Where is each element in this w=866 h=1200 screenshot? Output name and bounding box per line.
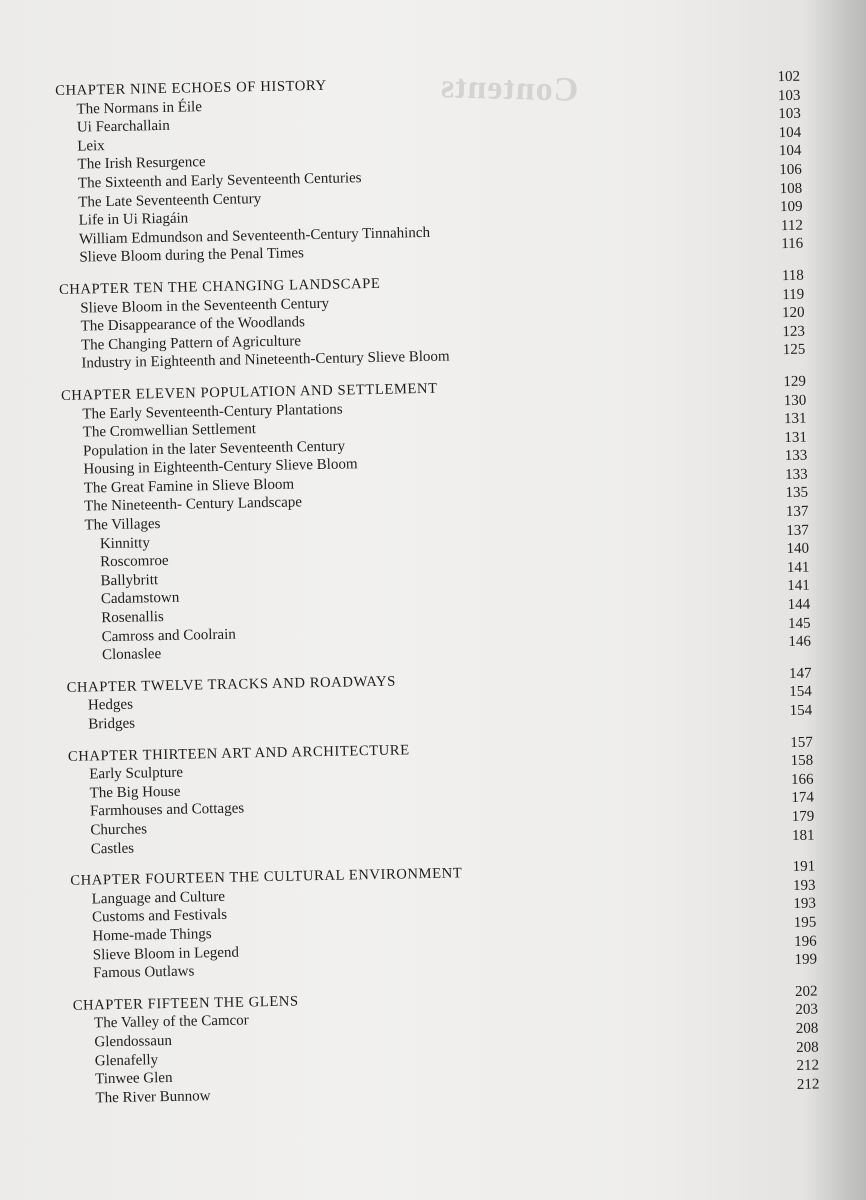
entry-title: Glendossaun [94, 1032, 173, 1051]
entry-title: Castles [90, 840, 135, 858]
page-number: 104 [778, 124, 802, 141]
entry-title: Leix [77, 137, 105, 155]
page-number: 191 [792, 858, 816, 876]
table-of-contents [55, 68, 820, 1108]
page-number: 131 [783, 410, 807, 428]
entry-title: Glenafelly [94, 1051, 159, 1069]
chapter-title: CHAPTER FIFTEEN THE GLENS [72, 993, 299, 1014]
entry-title: The Early Seventeenth-Century Plantations [82, 401, 343, 423]
chapter-title: CHAPTER TWELVE TRACKS AND ROADWAYS [66, 673, 397, 696]
chapter-block [66, 664, 812, 734]
page-number: 135 [785, 485, 809, 502]
page-number: 154 [789, 702, 813, 720]
entry-title: The Sixteenth and Early Seventeenth Centuries [77, 170, 362, 192]
entry-title: Language and Culture [91, 888, 226, 908]
chapter-block [68, 733, 815, 859]
page-number: 166 [790, 771, 814, 788]
page-number: 123 [782, 323, 806, 340]
page-number: 193 [792, 877, 816, 894]
entry-title: Camross and Coolrain [101, 626, 236, 645]
show-through-text: Contents [439, 68, 579, 109]
chapter-block [73, 982, 820, 1108]
entry-title: Cadamstown [100, 590, 180, 608]
chapter-title: CHAPTER THIRTEEN ART AND ARCHITECTURE [67, 741, 410, 765]
page-number: 195 [793, 914, 817, 931]
entry-title: Rosenallis [101, 609, 164, 627]
page-number: 116 [781, 236, 804, 253]
entry-title: Population in the later Seventeenth Century [82, 438, 346, 460]
entry-title: Housing in Eighteenth-Century Slieve Bloom [83, 456, 358, 478]
entry-title: The Late Seventeenth Century [78, 190, 262, 211]
entry-title: Tinwee Glen [95, 1070, 173, 1088]
chapter-title: CHAPTER TEN THE CHANGING LANDSCAPE [58, 275, 381, 298]
entry-title: Churches [90, 821, 148, 839]
entry-title: Early Sculpture [89, 764, 184, 783]
entry-title: Slieve Bloom in the Seventeenth Century [80, 295, 330, 317]
entry-title: Kinnitty [99, 534, 151, 552]
page-number: 112 [780, 217, 804, 234]
entry-title: The Big House [89, 783, 181, 802]
entry-title: The Nineteenth- Century Landscape [84, 494, 303, 515]
page-number: 106 [779, 161, 802, 179]
page-number: 141 [787, 578, 810, 595]
page-number: 137 [785, 503, 809, 521]
page-number: 212 [796, 1076, 820, 1093]
page-number: 133 [784, 447, 808, 465]
entry-title: The Cromwellian Settlement [82, 421, 257, 441]
page-number: 208 [796, 1039, 819, 1056]
page-number: 108 [779, 180, 803, 197]
page-number: 102 [777, 68, 801, 86]
page-number: 133 [785, 466, 808, 483]
page-number: 140 [786, 540, 810, 558]
entry-title: Life in Ui Riagáin [78, 210, 189, 229]
page-number: 144 [787, 596, 811, 614]
page-number: 212 [796, 1057, 820, 1075]
page-number: 119 [782, 286, 805, 303]
page-number: 181 [791, 827, 815, 844]
chapter-block [59, 267, 806, 374]
chapter-title: CHAPTER ELEVEN POPULATION AND SETTLEMENT [60, 380, 438, 404]
entry-title: The Valley of the Camcor [93, 1012, 249, 1032]
page-number: 179 [791, 808, 815, 825]
entry-title: The Great Famine in Slieve Bloom [83, 476, 295, 497]
page-number: 157 [790, 734, 813, 751]
entry-title: The Disappearance of the Woodlands [80, 314, 306, 335]
entry-title: Customs and Festivals [91, 907, 228, 926]
entry-title: The Changing Pattern of Agriculture [80, 333, 302, 354]
entry-title: The Irish Resurgence [77, 154, 206, 173]
entry-title: The River Bunnow [95, 1087, 211, 1107]
page-number: 199 [794, 951, 818, 969]
page-number: 145 [787, 615, 811, 632]
page-number: 103 [778, 105, 801, 123]
entry-title: Farmhouses and Cottages [89, 800, 245, 820]
entry-title: Industry in Eighteenth and Nineteenth-Century Slieve Bloom [81, 348, 450, 372]
page-number: 147 [788, 665, 812, 682]
page-number: 203 [795, 1001, 819, 1019]
page-number: 131 [784, 429, 808, 446]
page-number: 118 [781, 267, 805, 285]
chapter-block [55, 68, 803, 268]
page-number: 109 [779, 198, 803, 216]
page-number: 141 [786, 559, 810, 576]
chapter-block [61, 373, 811, 666]
page-number: 146 [788, 633, 812, 651]
page-number: 202 [794, 983, 818, 1000]
entry-title: Famous Outlaws [92, 963, 195, 982]
entry-title: Bridges [88, 715, 136, 733]
page-number: 120 [781, 304, 805, 322]
entry-title: Roscomroe [100, 553, 169, 571]
entry-title: Ballybritt [100, 571, 159, 590]
entry-title: Home-made Things [92, 926, 212, 945]
page-number: 174 [791, 789, 815, 807]
entry-title: Hedges [87, 697, 134, 714]
chapter-block [70, 858, 817, 984]
page-number: 130 [783, 392, 807, 409]
page-number: 208 [795, 1020, 819, 1037]
entry-title: Slieve Bloom in Legend [92, 944, 240, 963]
page-number: 137 [786, 522, 809, 539]
page-number: 125 [782, 341, 806, 359]
page-number: 104 [778, 143, 802, 160]
chapter-title: CHAPTER FOURTEEN THE CULTURAL ENVIRONMENT [70, 865, 463, 890]
page-number: 193 [793, 895, 817, 913]
page-number: 158 [790, 752, 814, 770]
entry-title: Clonaslee [101, 646, 162, 664]
chapter-title: CHAPTER NINE ECHOES OF HISTORY [55, 77, 327, 99]
page-number: 154 [789, 683, 813, 701]
entry-title: The Villages [84, 516, 161, 534]
entry-title: Ui Fearchallain [76, 117, 170, 136]
entry-title: Slieve Bloom during the Penal Times [79, 245, 305, 266]
page-number: 103 [777, 87, 801, 104]
entry-title: William Edmundson and Seventeenth-Century Tinnahinch [78, 224, 431, 248]
page-number: 129 [783, 373, 807, 390]
page-number: 196 [793, 933, 817, 950]
entry-title: The Normans in Éile [76, 98, 203, 118]
